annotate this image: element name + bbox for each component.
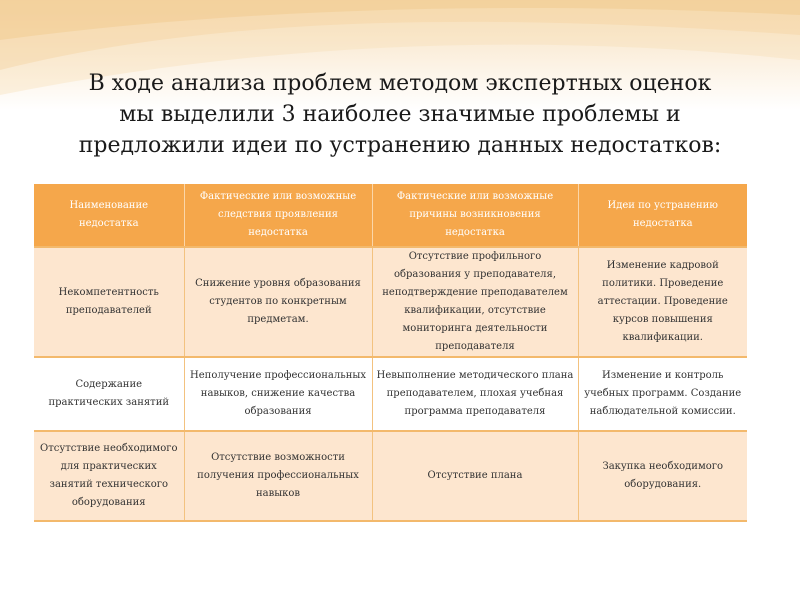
table-header-row [34,184,747,247]
title-line: В ходе анализа проблем методом экспертных оценок [88,71,712,96]
table-row [34,431,747,521]
table-row [34,247,747,357]
column-header: Идеи по устранению недостатка [578,184,747,247]
table-cell: Отсутствие необходимого для практических занятий технического оборудования [34,431,184,521]
table-cell: Изменение и контроль учебных программ. Создание наблюдательной комиссии. [578,357,747,431]
table-cell: Снижение уровня образования студентов по конкретным предметам. [184,247,372,357]
title-line: предложили идеи по устранению данных недостатков: [78,133,722,158]
table-cell: Изменение кадровой политики. Проведение аттестации. Проведение курсов повышения квалификации. [578,247,747,357]
table-cell: Отсутствие профильного образования у преподавателя, неподтверждение преподавателем квалификации, отсутствие мониторинга деятельности преподавателя [372,247,578,357]
table-cell: Закупка необходимого оборудования. [578,431,747,521]
table-cell: Некомпетентность преподавателей [34,247,184,357]
column-header: Фактические или возможные причины возникновения недостатка [372,184,578,247]
column-header: Фактические или возможные следствия проявления недостатка [184,184,372,247]
table-cell: Невыполнение методического плана преподавателем, плохая учебная программа преподавателя [372,357,578,431]
table-cell: Содержание практических занятий [34,357,184,431]
title-line: мы выделили 3 наиболее значимые проблемы и [119,102,681,127]
table-cell: Отсутствие возможности получения профессиональных навыков [184,431,372,521]
table-cell: Неполучение профессиональных навыков, снижение качества образования [184,357,372,431]
slide-title [30,68,770,161]
column-header: Наименование недостатка [34,184,184,247]
problems-table [34,184,747,522]
table-row [34,357,747,431]
table-cell: Отсутствие плана [372,431,578,521]
